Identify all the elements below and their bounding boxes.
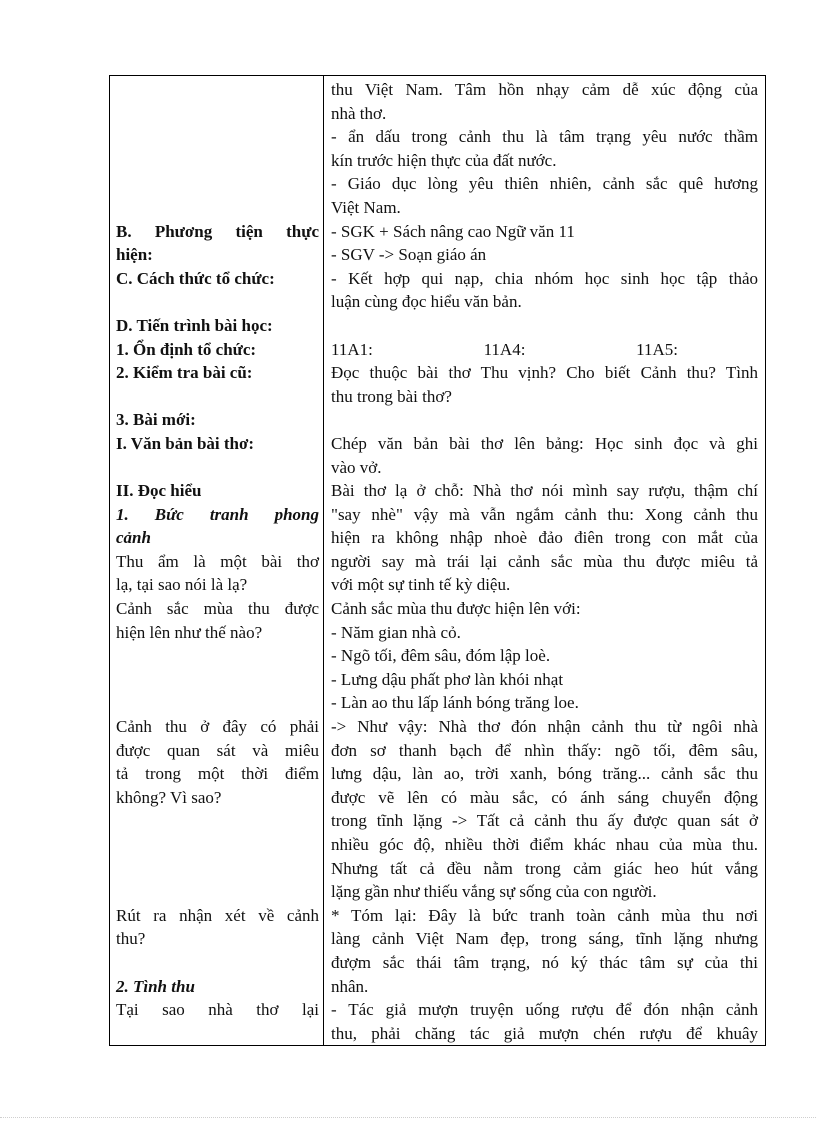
content-line: nhà thơ. <box>331 103 387 123</box>
step-3-heading: 3. Bài mới: <box>116 410 196 430</box>
section-b-heading: B. Phương tiện thực <box>116 221 319 241</box>
content-line: nhiều góc độ, nhiều thời điểm khác nhau của mùa thu. <box>331 835 758 854</box>
content-line: - ẩn dấu trong cảnh thu là tâm trạng yêu nước thầm <box>331 127 758 147</box>
question-2-line-1: Cảnh sắc mùa thu được <box>116 599 319 619</box>
content-line: Nhưng tất cả đều nằm trong cảm giác heo hút vắng <box>331 858 758 878</box>
table-row <box>110 76 766 1046</box>
lesson-plan-table <box>109 75 766 1046</box>
content-line: người say mà trái lại cảnh sắc mùa thu được miêu tả <box>331 551 758 571</box>
content-line: Chép văn bản bài thơ lên bảng: Học sinh đọc và ghi <box>331 433 758 453</box>
content-line: trong tĩnh lặng -> Tất cả cảnh thu ấy được quan sát ở <box>331 811 758 831</box>
question-3-line-2: được quan sát và miêu <box>116 740 319 760</box>
content-line: đượm sắc thái tâm trạng, nó ký thác tâm sự của thi <box>331 952 758 972</box>
content-line: - Kết hợp qui nạp, chia nhóm học sinh học tập thảo <box>331 268 758 288</box>
class-label: 11A1: <box>331 339 373 359</box>
content-line: - Năm gian nhà cỏ. <box>331 622 461 642</box>
content-line: - Tác giả mượn truyện uống rượu để đón nhận cảnh <box>331 1000 758 1020</box>
left-column <box>110 76 324 1046</box>
question-1-line-2: lạ, tại sao nói là lạ? <box>116 575 248 595</box>
question-5-line-1: Tại sao nhà thơ lại <box>116 1000 319 1020</box>
content-line: lưng dậu, làn ao, trời xanh, bóng trăng... cảnh sắc thu <box>331 764 758 784</box>
content-line: - SGV -> Soạn giáo án <box>331 245 487 265</box>
question-4-line-1: Rút ra nhận xét về cảnh <box>116 905 319 925</box>
content-line: Việt Nam. <box>331 197 401 217</box>
content-line: - SGK + Sách nâng cao Ngữ văn 11 <box>331 221 575 241</box>
content-line: luận cùng đọc hiểu văn bản. <box>331 292 522 312</box>
question-1-line-1: Thu ẩm là một bài thơ <box>116 551 319 571</box>
subsection-2-heading: 2. Tình thu <box>116 976 195 996</box>
content-line: "say nhè" vậy mà vẫn ngắm cảnh thu: Xong cảnh thu <box>331 504 758 524</box>
content-line: lặng gần như thiếu vắng sự sống của con người. <box>331 882 657 902</box>
step-2-heading: 2. Kiểm tra bài cũ: <box>116 363 253 383</box>
content-line: kín trước hiện thực của đất nước. <box>331 150 557 170</box>
content-line: thu trong bài thơ? <box>331 386 452 406</box>
subsection-1-heading: 1. Bức tranh phong <box>116 504 319 524</box>
question-3-line-4: không? Vì sao? <box>116 787 222 807</box>
content-line: được vẽ lên có màu sắc, có ánh sáng chuyển động <box>331 787 758 807</box>
content-line: vào vở. <box>331 457 382 477</box>
content-line: Đọc thuộc bài thơ Thu vịnh? Cho biết Cảnh thu? Tình <box>331 363 758 383</box>
content-line: thu Việt Nam. Tâm hồn nhạy cảm dễ xúc động của <box>331 80 758 99</box>
content-line: Cảnh sắc mùa thu được hiện lên với: <box>331 599 581 619</box>
question-2-line-2: hiện lên như thế nào? <box>116 622 263 642</box>
content-line: thu, phải chăng tác giả mượn chén rượu để khuây <box>331 1023 758 1043</box>
section-ii-heading: II. Đọc hiểu <box>116 481 202 501</box>
question-4-line-2: thu? <box>116 929 146 949</box>
question-3-line-1: Cảnh thu ở đây có phải <box>116 717 319 737</box>
content-line: Bài thơ lạ ở chỗ: Nhà thơ nói mình say rượu, thậm chí <box>331 481 758 501</box>
section-b-heading-cont: hiện: <box>116 245 153 265</box>
content-line: - Ngõ tối, đêm sâu, đóm lập loè. <box>331 646 551 666</box>
content-line: đơn sơ thanh bạch để nhìn thấy: ngõ tối, đêm sâu, <box>331 740 758 760</box>
subsection-1-heading-cont: cảnh <box>116 528 151 548</box>
class-label: 11A5: <box>636 339 678 359</box>
section-c-heading: C. Cách thức tổ chức: <box>116 268 275 288</box>
content-line: với một sự tinh tế kỳ diệu. <box>331 575 511 595</box>
right-column <box>324 76 766 1046</box>
content-line: nhân. <box>331 976 369 996</box>
class-label: 11A4: <box>483 339 526 359</box>
content-line: - Lưng dậu phất phơ làn khói nhạt <box>331 669 564 689</box>
content-line: * Tóm lại: Đây là bức tranh toàn cảnh mùa thu nơi <box>331 905 758 925</box>
page-bottom-divider <box>0 1117 816 1119</box>
section-i-heading: I. Văn bản bài thơ: <box>116 433 255 453</box>
step-1-heading: 1. Ổn định tổ chức: <box>116 339 257 359</box>
content-line: hiện ra không nhập nhoè đảo điên trong con mắt của <box>331 528 758 548</box>
section-d-heading: D. Tiến trình bài học: <box>116 315 273 335</box>
content-line: - Làn ao thu lấp lánh bóng trăng loe. <box>331 693 579 713</box>
question-3-line-3: tả trong một thời điểm <box>116 764 319 784</box>
content-line: làng cảnh Việt Nam đẹp, trong sáng, tĩnh lặng nhưng <box>331 929 758 949</box>
content-line: -> Như vậy: Nhà thơ đón nhận cảnh thu từ ngôi nhà <box>331 717 758 737</box>
content-line: - Giáo dục lòng yêu thiên nhiên, cảnh sắc quê hương <box>331 174 758 194</box>
class-list <box>331 338 758 362</box>
